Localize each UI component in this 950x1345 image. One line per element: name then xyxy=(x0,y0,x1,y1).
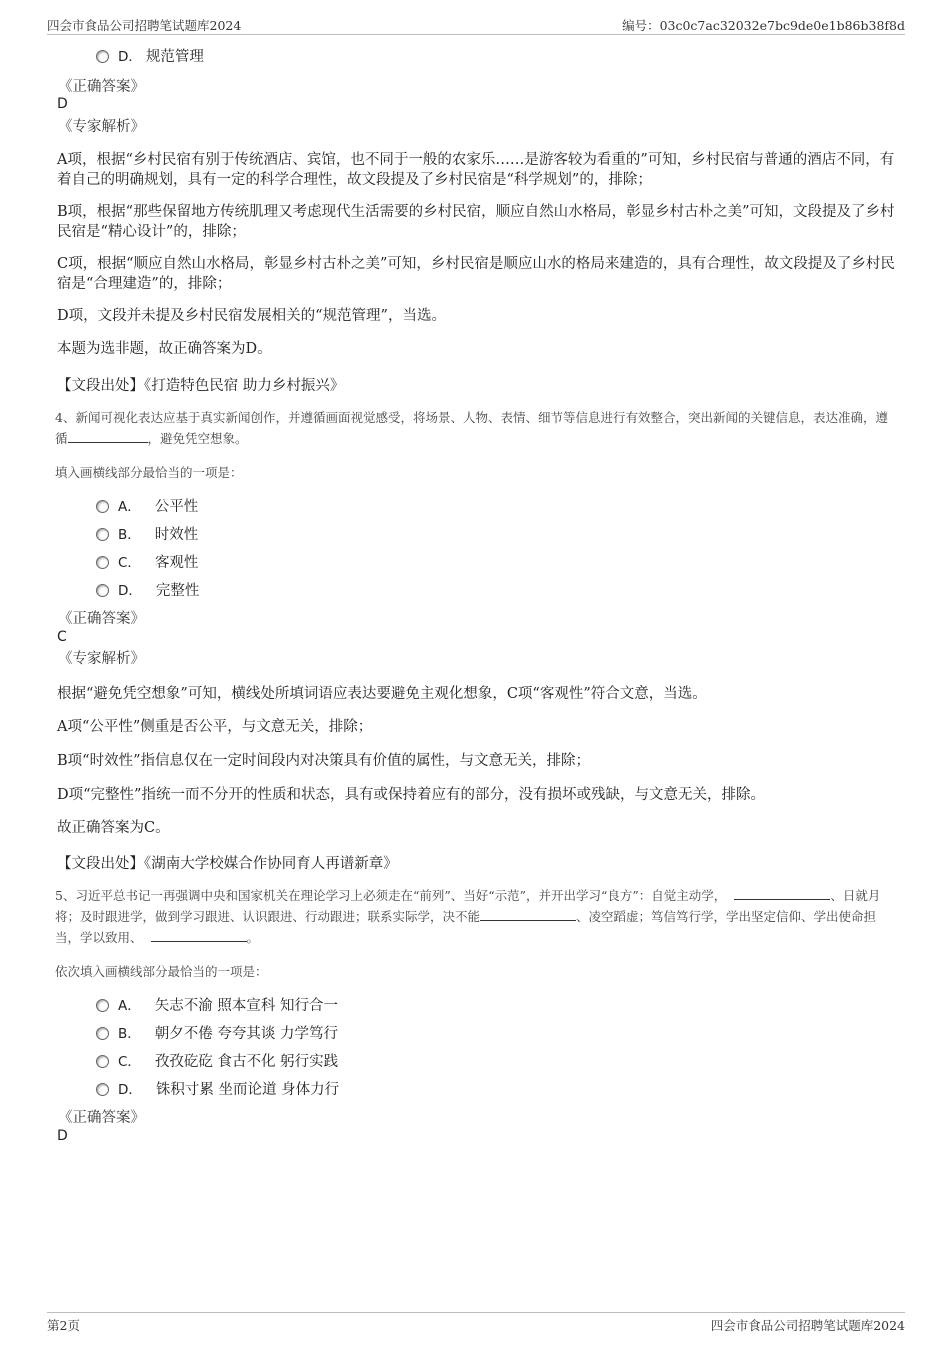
q3-analysis-label: 《专家解析》 xyxy=(58,119,145,135)
q4-stem: 4、新闻可视化表达应基于真实新闻创作，并遵循画面视觉感受，将场景、人物、表情、细节等信息进行有效整合，突出新闻的关键信息，表达准确，遵循 ，避免凭空想象。 xyxy=(55,410,888,446)
q4-option-c[interactable]: C． 客观性 xyxy=(96,552,198,574)
q4-answer: C xyxy=(57,629,67,645)
radio-icon[interactable] xyxy=(96,584,109,597)
q5-answer-label: 《正确答案》 xyxy=(58,1110,145,1126)
q3-analysis-c: C项，根据“顺应自然山水格局，彰显乡村古朴之美”可知，乡村民宿是顺应山水的格局来建造的，具有合理性，故文段提及了乡村民宿是“合理建造”的，排除； xyxy=(57,256,895,292)
q5-option-d[interactable]: D． 铢积寸累 坐而论道 身体力行 xyxy=(96,1079,339,1101)
q4-blank xyxy=(68,428,148,443)
q4-instruction: 填入画横线部分最恰当的一项是： xyxy=(55,465,243,480)
q5-option-c[interactable]: C． 孜孜矻矻 食古不化 躬行实践 xyxy=(96,1051,338,1073)
page-number: 第2页 xyxy=(47,1318,80,1333)
q3-analysis-d: D项，文段并未提及乡村民宿发展相关的“规范管理”，当选。 xyxy=(57,308,446,324)
q3-analysis-conclusion: 本题为选非题，故正确答案为D。 xyxy=(57,341,272,357)
q5-answer: D xyxy=(57,1128,68,1144)
header-title: 四会市食品公司招聘笔试题库2024 xyxy=(47,18,242,33)
q3-answer: D xyxy=(57,96,68,112)
q4-source: 【文段出处】《湖南大学校媒合作协同育人再谱新章》 xyxy=(57,856,398,872)
q4-analysis-conclusion: 故正确答案为C。 xyxy=(57,820,170,836)
radio-icon[interactable] xyxy=(96,500,109,513)
q5-instruction: 依次填入画横线部分最恰当的一项是： xyxy=(55,964,268,979)
q4-option-a[interactable]: A． 公平性 xyxy=(96,496,198,518)
q4-answer-label: 《正确答案》 xyxy=(58,611,145,627)
q4-analysis-a: A项“公平性”侧重是否公平，与文意无关，排除； xyxy=(57,719,373,735)
q5-option-b[interactable]: B． 朝夕不倦 夸夸其谈 力学笃行 xyxy=(96,1023,338,1045)
q4-option-d[interactable]: D． 完整性 xyxy=(96,580,199,602)
radio-icon[interactable] xyxy=(96,1083,109,1096)
radio-icon[interactable] xyxy=(96,1055,109,1068)
page-header xyxy=(47,14,905,35)
q3-analysis-a: A项，根据“乡村民宿有别于传统酒店、宾馆，也不同于一般的农家乐……是游客较为看重的”可知，乡村民宿与普通的酒店不同，有着自己的明确规划，具有一定的科学合理性，故文段提及了乡村民宿是“科学规划”的，排除； xyxy=(57,152,895,188)
header-document-id: 编号：03c0c7ac32032e7bc9de0e1b86b38f8d xyxy=(622,18,905,33)
footer-title: 四会市食品公司招聘笔试题库2024 xyxy=(710,1318,905,1333)
q4-analysis-main: 根据“避免凭空想象”可知，横线处所填词语应表达要避免主观化想象，C项“客观性”符合文意，当选。 xyxy=(57,686,707,702)
page-footer xyxy=(47,1312,905,1333)
q3-source: 【文段出处】《打造特色民宿 助力乡村振兴》 xyxy=(57,378,345,394)
q4-analysis-label: 《专家解析》 xyxy=(58,651,145,667)
q5-blank-2 xyxy=(480,906,576,921)
radio-icon[interactable] xyxy=(96,999,109,1012)
q3-option-d[interactable]: D． 规范管理 xyxy=(96,46,204,68)
q5-option-a[interactable]: A． 矢志不渝 照本宣科 知行合一 xyxy=(96,995,338,1017)
radio-icon[interactable] xyxy=(96,556,109,569)
radio-icon[interactable] xyxy=(96,50,109,63)
q5-stem: 5、习近平总书记一再强调中央和国家机关在理论学习上必须走在“前列”、当好“示范”，并开出学习“良方”：自觉主动学， 、日就月将；及时跟进学，做到学习跟进、认识跟进、行动跟进；联系实际学，决不能 、凌空蹈虚；笃信笃行学，学出坚定信仰、学出使命担当，学以致用、 。 xyxy=(55,885,895,948)
q4-analysis-b: B项“时效性”指信息仅在一定时间段内对决策具有价值的属性，与文意无关，排除； xyxy=(57,753,590,769)
q4-option-b[interactable]: B． 时效性 xyxy=(96,524,198,546)
radio-icon[interactable] xyxy=(96,528,109,541)
q5-blank-1 xyxy=(734,885,830,900)
q4-analysis-d: D项“完整性”指统一而不分开的性质和状态，具有或保持着应有的部分，没有损坏或残缺，与文意无关，排除。 xyxy=(57,787,765,803)
radio-icon[interactable] xyxy=(96,1027,109,1040)
q3-analysis-b: B项，根据“那些保留地方传统肌理又考虑现代生活需要的乡村民宿，顺应自然山水格局，彰显乡村古朴之美”可知，文段提及了乡村民宿是“精心设计”的，排除； xyxy=(57,204,895,240)
q3-answer-label: 《正确答案》 xyxy=(58,79,145,95)
q5-blank-3 xyxy=(151,927,247,942)
